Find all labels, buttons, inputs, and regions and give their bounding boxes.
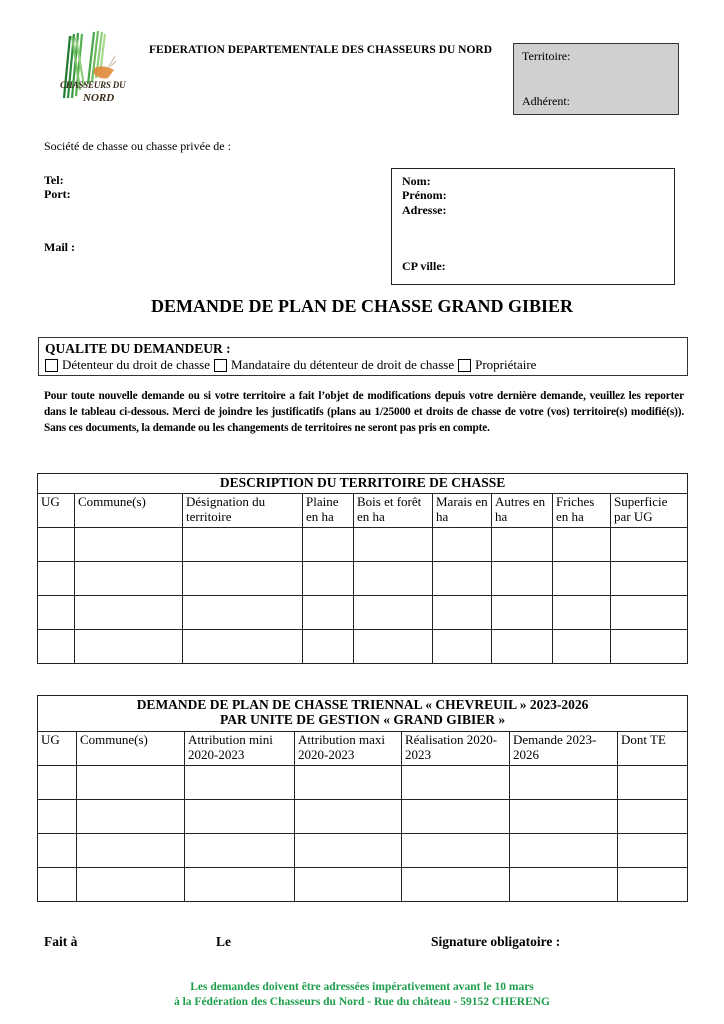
table-cell[interactable]: [510, 766, 618, 800]
column-header: UG: [38, 732, 77, 766]
table-row: [38, 528, 688, 562]
table-cell[interactable]: [303, 562, 354, 596]
column-header: Friches en ha: [553, 494, 611, 528]
table-cell[interactable]: [433, 630, 492, 664]
table-cell[interactable]: [510, 834, 618, 868]
table-cell[interactable]: [354, 528, 433, 562]
qualite-options: [45, 357, 540, 373]
modification-notice: Pour toute nouvelle demande ou si votre territoire a fait l’objet de modifications depuis votre dernière demande, veuillez les reporter dans le tableau ci-dessous. Merci de joindre les justificatifs (plans au 1/25000 et droits de chasse de votre (vos) territoire(s) modifié(s)). Sans ces documents, la demande ou les changements de territoires ne seront pas pris en compte.: [44, 390, 684, 434]
table-cell[interactable]: [611, 630, 688, 664]
signature-label: Signature obligatoire :: [431, 934, 561, 949]
column-header: Commune(s): [77, 732, 185, 766]
table-cell[interactable]: [553, 630, 611, 664]
table-header-row: [38, 732, 688, 766]
territoire-label: Territoire:: [522, 49, 571, 63]
table-cell[interactable]: [77, 766, 185, 800]
table-cell[interactable]: [492, 562, 553, 596]
qualite-demandeur-box: [38, 337, 688, 376]
prenom-label: Prénom:: [402, 188, 447, 202]
table-cell[interactable]: [185, 766, 295, 800]
table-cell[interactable]: [433, 528, 492, 562]
port-label: Port:: [44, 187, 71, 201]
caption-line2: PAR UNITE DE GESTION « GRAND GIBIER »: [219, 712, 506, 727]
logo-text-line2: NORD: [83, 92, 115, 104]
table-cell[interactable]: [75, 528, 183, 562]
table-cell[interactable]: [38, 630, 75, 664]
table-cell[interactable]: [492, 630, 553, 664]
column-header: Attribution maxi 2020-2023: [295, 732, 402, 766]
column-header: Désignation du territoire: [183, 494, 303, 528]
table-cell[interactable]: [183, 630, 303, 664]
table-cell[interactable]: [77, 800, 185, 834]
caption-line1: DEMANDE DE PLAN DE CHASSE TRIENNAL « CHEVREUIL » 2023-2026: [136, 697, 589, 712]
table-cell[interactable]: [295, 800, 402, 834]
table-row: [38, 562, 688, 596]
table-row: [38, 630, 688, 664]
table-cell[interactable]: [38, 528, 75, 562]
table-cell[interactable]: [510, 800, 618, 834]
column-header: UG: [38, 494, 75, 528]
federation-title: FEDERATION DEPARTEMENTALE DES CHASSEURS DU NORD: [149, 44, 493, 56]
table-cell[interactable]: [38, 868, 77, 902]
table-cell[interactable]: [75, 562, 183, 596]
adresse-label: Adresse:: [402, 203, 447, 217]
option-label: Détenteur du droit de chasse: [62, 357, 211, 372]
table-cell[interactable]: [38, 562, 75, 596]
table-cell[interactable]: [185, 834, 295, 868]
deadline-note-line1: Les demandes doivent être adressées impérativement avant le 10 mars: [190, 981, 534, 993]
checkbox-icon[interactable]: [45, 359, 58, 372]
table-cell[interactable]: [618, 868, 688, 902]
table-cell[interactable]: [618, 766, 688, 800]
option-proprietaire[interactable]: [458, 357, 536, 373]
date-label: Le: [216, 934, 231, 949]
option-label: Propriétaire: [475, 357, 537, 372]
table-cell[interactable]: [402, 834, 510, 868]
table-cell[interactable]: [303, 630, 354, 664]
table-cell[interactable]: [611, 596, 688, 630]
table-cell[interactable]: [433, 562, 492, 596]
deadline-note-line2: à la Fédération des Chasseurs du Nord - Rue du château - 59152 CHERENG: [173, 996, 550, 1008]
table-cell[interactable]: [295, 834, 402, 868]
table-cell[interactable]: [295, 868, 402, 902]
column-header: Autres en ha: [492, 494, 553, 528]
table-cell[interactable]: [183, 596, 303, 630]
table-cell[interactable]: [38, 800, 77, 834]
table-cell[interactable]: [38, 596, 75, 630]
table-cell[interactable]: [295, 766, 402, 800]
option-label: Mandataire du détenteur de droit de chasse: [231, 357, 455, 372]
table-cell[interactable]: [402, 868, 510, 902]
checkbox-icon[interactable]: [214, 359, 227, 372]
table-cell[interactable]: [75, 596, 183, 630]
column-header: Superficie par UG: [611, 494, 688, 528]
table-cell[interactable]: [75, 630, 183, 664]
deadline-note: [0, 980, 724, 1010]
table-cell[interactable]: [77, 834, 185, 868]
column-header: Plaine en ha: [303, 494, 354, 528]
admin-reference-box: [513, 43, 679, 115]
table-row: [38, 596, 688, 630]
column-header: Bois et forêt en ha: [354, 494, 433, 528]
table-header-row: [38, 494, 688, 528]
column-header: Réalisation 2020-2023: [402, 732, 510, 766]
table-cell[interactable]: [553, 562, 611, 596]
table-row: [38, 766, 688, 800]
table-cell[interactable]: [38, 834, 77, 868]
fait-a-label: Fait à: [44, 934, 78, 949]
column-header: Dont TE: [618, 732, 688, 766]
societe-label: Société de chasse ou chasse privée de :: [44, 139, 231, 153]
table-cell[interactable]: [618, 834, 688, 868]
table-cell[interactable]: [492, 528, 553, 562]
table-cell[interactable]: [553, 528, 611, 562]
cp-ville-label: CP ville:: [402, 259, 446, 273]
column-header: Marais en ha: [433, 494, 492, 528]
table-cell[interactable]: [303, 596, 354, 630]
table-cell[interactable]: [553, 596, 611, 630]
table-cell[interactable]: [492, 596, 553, 630]
chevreuil-table-caption: [38, 696, 688, 732]
table-cell[interactable]: [433, 596, 492, 630]
federation-logo: [50, 22, 145, 110]
table-cell[interactable]: [611, 562, 688, 596]
table-cell[interactable]: [183, 562, 303, 596]
table-cell[interactable]: [183, 528, 303, 562]
page-title: DEMANDE DE PLAN DE CHASSE GRAND GIBIER: [150, 296, 574, 316]
table-row: [38, 868, 688, 902]
qualite-title: QUALITE DU DEMANDEUR :: [45, 341, 231, 356]
table-cell[interactable]: [303, 528, 354, 562]
tel-label: Tel:: [44, 173, 64, 187]
chevreuil-table: [37, 695, 688, 902]
table-cell[interactable]: [402, 766, 510, 800]
column-header: Attribution mini 2020-2023: [185, 732, 295, 766]
territoire-table: [37, 473, 688, 664]
option-mandataire[interactable]: [214, 357, 454, 373]
logo-text-line1: CHASSEURS DU: [60, 80, 126, 90]
adherent-label: Adhérent:: [522, 94, 570, 108]
checkbox-icon[interactable]: [458, 359, 471, 372]
table-row: [38, 834, 688, 868]
mail-label: Mail :: [44, 240, 75, 254]
table-cell[interactable]: [38, 766, 77, 800]
column-header: Demande 2023-2026: [510, 732, 618, 766]
option-detenteur[interactable]: [45, 357, 210, 373]
table-cell[interactable]: [354, 630, 433, 664]
table-row: [38, 800, 688, 834]
table-cell[interactable]: [611, 528, 688, 562]
territoire-table-caption: DESCRIPTION DU TERRITOIRE DE CHASSE: [38, 474, 688, 494]
table-cell[interactable]: [402, 800, 510, 834]
table-cell[interactable]: [510, 868, 618, 902]
table-cell[interactable]: [185, 800, 295, 834]
table-cell[interactable]: [77, 868, 185, 902]
nom-label: Nom:: [402, 174, 431, 188]
table-cell[interactable]: [185, 868, 295, 902]
column-header: Commune(s): [75, 494, 183, 528]
table-cell[interactable]: [618, 800, 688, 834]
contact-box: [391, 168, 675, 285]
table-cell[interactable]: [354, 562, 433, 596]
table-cell[interactable]: [354, 596, 433, 630]
